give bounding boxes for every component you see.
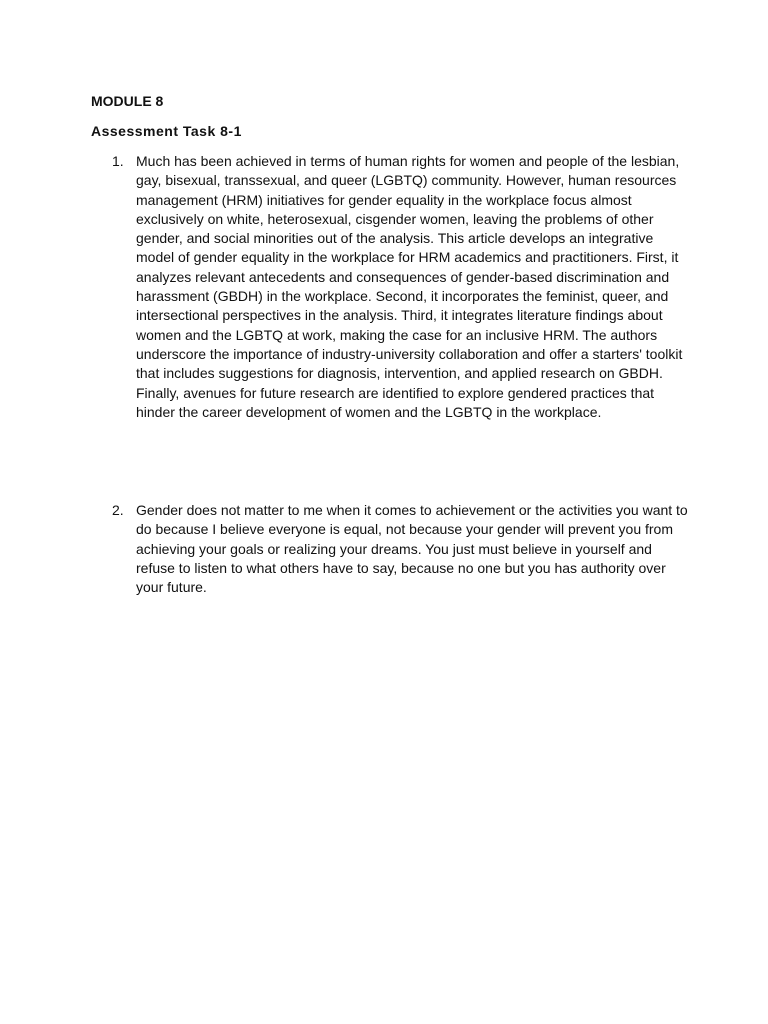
list-item	[112, 152, 687, 422]
assessment-task-title: Assessment Task 8-1	[91, 123, 242, 139]
list-item-text: Much has been achieved in terms of human rights for women and people of the lesbian, gay, bisexual, transsexual, and queer (LGBTQ) community. However, human resources management (HRM) initiatives for gender equality in the workplace focus almost exclusively on white, heterosexual, cisgender women, leaving the problems of other gender, and social minorities out of the analysis. This article develops an integrative model of gender equality in the workplace for HRM academics and practitioners. First, it analyzes relevant antecedents and consequences of gender-based discrimination and harassment (GBDH) in the workplace. Second, it incorporates the feminist, queer, and intersectional perspectives in the analysis. Third, it integrates literature findings about women and the LGBTQ at work, making the case for an inclusive HRM. The authors underscore the importance of industry-university collaboration and offer a starters' toolkit that includes suggestions for diagnosis, intervention, and applied research on GBDH. Finally, avenues for future research are identified to explore gendered practices that hinder the career development of women and the LGBTQ in the workplace.	[136, 153, 683, 420]
list-item-text: Gender does not matter to me when it comes to achievement or the activities you want to do because I believe everyone is equal, not because your gender will prevent you from achieving your goals or realizing your dreams. You just must believe in yourself and refuse to listen to what others have to say, because no one but you has authority over your future.	[136, 502, 688, 596]
list-item-number: 1.	[112, 153, 124, 169]
module-title: MODULE 8	[91, 93, 164, 109]
list-item	[112, 501, 687, 597]
list-item-number: 2.	[112, 502, 124, 518]
